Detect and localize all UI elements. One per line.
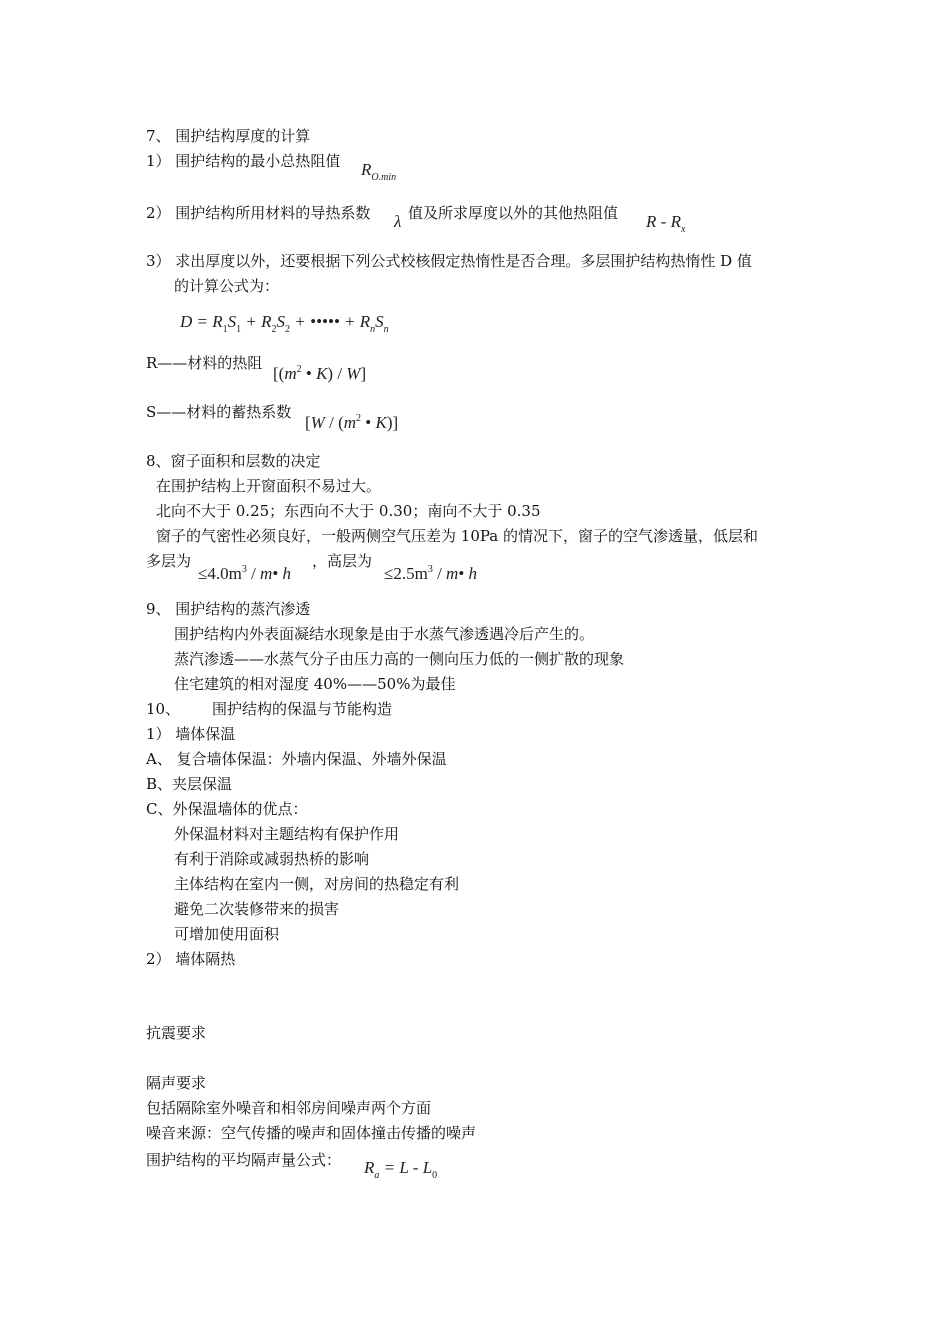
sound-insulation-formula <box>364 1158 438 1181</box>
slash: ) / <box>327 364 347 383</box>
plus-sign: + <box>290 312 311 331</box>
k-symbol: K <box>375 413 387 432</box>
rx-symbol: R <box>670 212 681 231</box>
advantage-3: 主体结构在室内一侧，对房间的热稳定有利 <box>174 875 460 893</box>
value-text: ≤4.0m <box>198 564 242 583</box>
r1-symbol: R <box>212 312 223 331</box>
s1-symbol: S <box>227 312 237 331</box>
advantage-2: 有利于消除或减弱热桥的影响 <box>174 850 370 868</box>
minus-sign: - <box>656 212 671 231</box>
value-text: ≤2.5m <box>384 564 428 583</box>
dot-operator: • <box>301 364 317 383</box>
item-1-min-thermal-resistance <box>146 151 340 171</box>
sound-para-3: 围护结构的平均隔声量公式： <box>146 1151 342 1169</box>
subscript-n: n <box>383 324 389 335</box>
item-3-line-2: 的计算公式为： <box>174 277 280 295</box>
bracket: )] <box>386 413 399 432</box>
sound-para-2: 噪音来源：空气传播的噪声和固体撞击传播的噪声 <box>146 1124 477 1142</box>
section-9-para-3: 住宅建筑的相对湿度 40%——50%为最佳 <box>174 675 456 693</box>
l0-symbol: L <box>422 1158 433 1177</box>
advantage-5: 可增加使用面积 <box>174 925 280 943</box>
w-symbol: W <box>310 413 325 432</box>
sandwich-insulation-item: B、夹层保温 <box>146 775 233 793</box>
section-9-para-1: 围护结构内外表面凝结水现象是由于水蒸气渗透遇冷后产生的。 <box>174 625 595 643</box>
subscript-2: 2 <box>285 324 291 335</box>
m-symbol: m <box>260 564 273 583</box>
r-symbol: R <box>646 212 657 231</box>
section-7-heading: 7、 围护结构厚度的计算 <box>146 127 311 145</box>
sound-insulation-heading: 隔声要求 <box>146 1074 207 1092</box>
section-9-heading: 9、 围护结构的蒸汽渗透 <box>146 600 311 618</box>
r-definition: R——材料的热阻 <box>146 354 263 372</box>
advantage-4: 避免二次装修带来的损害 <box>174 900 340 918</box>
wall-insulation-item: 1） 墙体保温 <box>146 725 236 743</box>
high-rise-infiltration-value <box>384 564 477 584</box>
superscript-2: 2 <box>356 413 362 424</box>
dot-operator: • <box>458 564 469 583</box>
minus-sign: - <box>408 1158 423 1177</box>
section-8-para-1: 在围护结构上开窗面积不易过大。 <box>156 477 382 495</box>
dot-operator: • <box>272 564 283 583</box>
section-10-title: 围护结构的保温与节能构造 <box>212 700 393 718</box>
external-insulation-advantages: C、外保温墙体的优点： <box>146 800 308 818</box>
section-8-para-4-b: ，高层为 <box>312 552 373 570</box>
s-definition: S——材料的蓄热系数 <box>146 403 292 421</box>
slash: / <box>432 564 447 583</box>
subscript-1: 1 <box>222 324 228 335</box>
r-symbol: R <box>364 1158 375 1177</box>
subscript-n: n <box>370 324 376 335</box>
m-symbol: m <box>446 564 459 583</box>
sound-para-1: 包括隔除室外噪音和相邻房间噪声两个方面 <box>146 1099 432 1117</box>
wall-heat-insulation-item: 2） 墙体隔热 <box>146 950 236 968</box>
subscript-1: 1 <box>236 324 242 335</box>
ellipsis-dots: ••••• <box>310 312 340 331</box>
l-symbol: L <box>399 1158 409 1177</box>
composite-wall-item: A、 复合墙体保温：外墙内保温、外墙外保温 <box>146 750 447 768</box>
section-10-number: 10、 <box>146 700 181 718</box>
seismic-heading: 抗震要求 <box>146 1024 207 1042</box>
section-8-para-4-a: 多层为 <box>146 552 192 570</box>
r-omin-expression <box>361 160 397 183</box>
plus-sign: + <box>339 312 360 331</box>
m-symbol: m <box>284 364 297 383</box>
bracket: [( <box>273 364 285 383</box>
superscript-3: 3 <box>427 564 433 575</box>
item-2-text-b: 值及所求厚度以外的其他热阻值 <box>408 204 619 222</box>
a-subscript: a <box>374 1170 380 1181</box>
plus-sign: + <box>241 312 262 331</box>
dot-operator: • <box>361 413 376 432</box>
omin-subscript: O.min <box>371 172 397 183</box>
section-9-para-2: 蒸汽渗透——水蒸气分子由压力高的一侧向压力低的一侧扩散的现象 <box>174 650 625 668</box>
bracket: ] <box>360 364 367 383</box>
section-8-para-3: 窗子的气密性必须良好，一般两侧空气压差为 10Pa 的情况下，窗子的空气渗透量，低层和 <box>156 527 758 545</box>
item-2-text-a: 2） 围护结构所用材料的导热系数 <box>146 204 371 222</box>
subscript-2: 2 <box>271 324 277 335</box>
equals-sign: = <box>192 312 213 331</box>
w-symbol: W <box>346 364 361 383</box>
superscript-2: 2 <box>296 364 302 375</box>
thermal-inertia-formula <box>180 312 389 335</box>
rn-symbol: R <box>359 312 371 331</box>
item-1-text: 1） 围护结构的最小总热阻值 <box>146 152 341 170</box>
slash: / <box>246 564 261 583</box>
r2-symbol: R <box>261 312 272 331</box>
x-subscript: x <box>680 224 686 235</box>
slash: / ( <box>324 413 344 432</box>
item-2-conductivity <box>146 203 370 223</box>
zero-subscript: 0 <box>432 1170 438 1181</box>
m-symbol: m <box>343 413 357 432</box>
k-symbol: K <box>316 364 328 383</box>
h-symbol: h <box>468 564 478 583</box>
section-8-para-2: 北向不大于 0.25；东西向不大于 0.30；南向不大于 0.35 <box>156 502 541 520</box>
item-3-line-1: 3） 求出厚度以外，还要根据下列公式校核假定热惰性是否合理。多层围护结构热惰性 D 值 <box>146 252 752 270</box>
sn-symbol: S <box>375 312 384 331</box>
advantage-1: 外保温材料对主题结构有保护作用 <box>174 825 400 843</box>
lambda-symbol: λ <box>394 212 402 231</box>
d-symbol: D <box>180 312 193 331</box>
s-unit-expression <box>305 413 398 433</box>
superscript-3: 3 <box>241 564 247 575</box>
low-rise-infiltration-value <box>198 564 291 584</box>
r-unit-expression <box>273 364 366 384</box>
equals-sign: = <box>379 1158 400 1177</box>
bracket: [ <box>305 413 311 432</box>
section-8-heading: 8、窗子面积和层数的决定 <box>146 452 321 470</box>
r-minus-rx-expression <box>646 212 686 235</box>
h-symbol: h <box>282 564 292 583</box>
r-symbol: R <box>361 160 372 179</box>
s2-symbol: S <box>276 312 286 331</box>
